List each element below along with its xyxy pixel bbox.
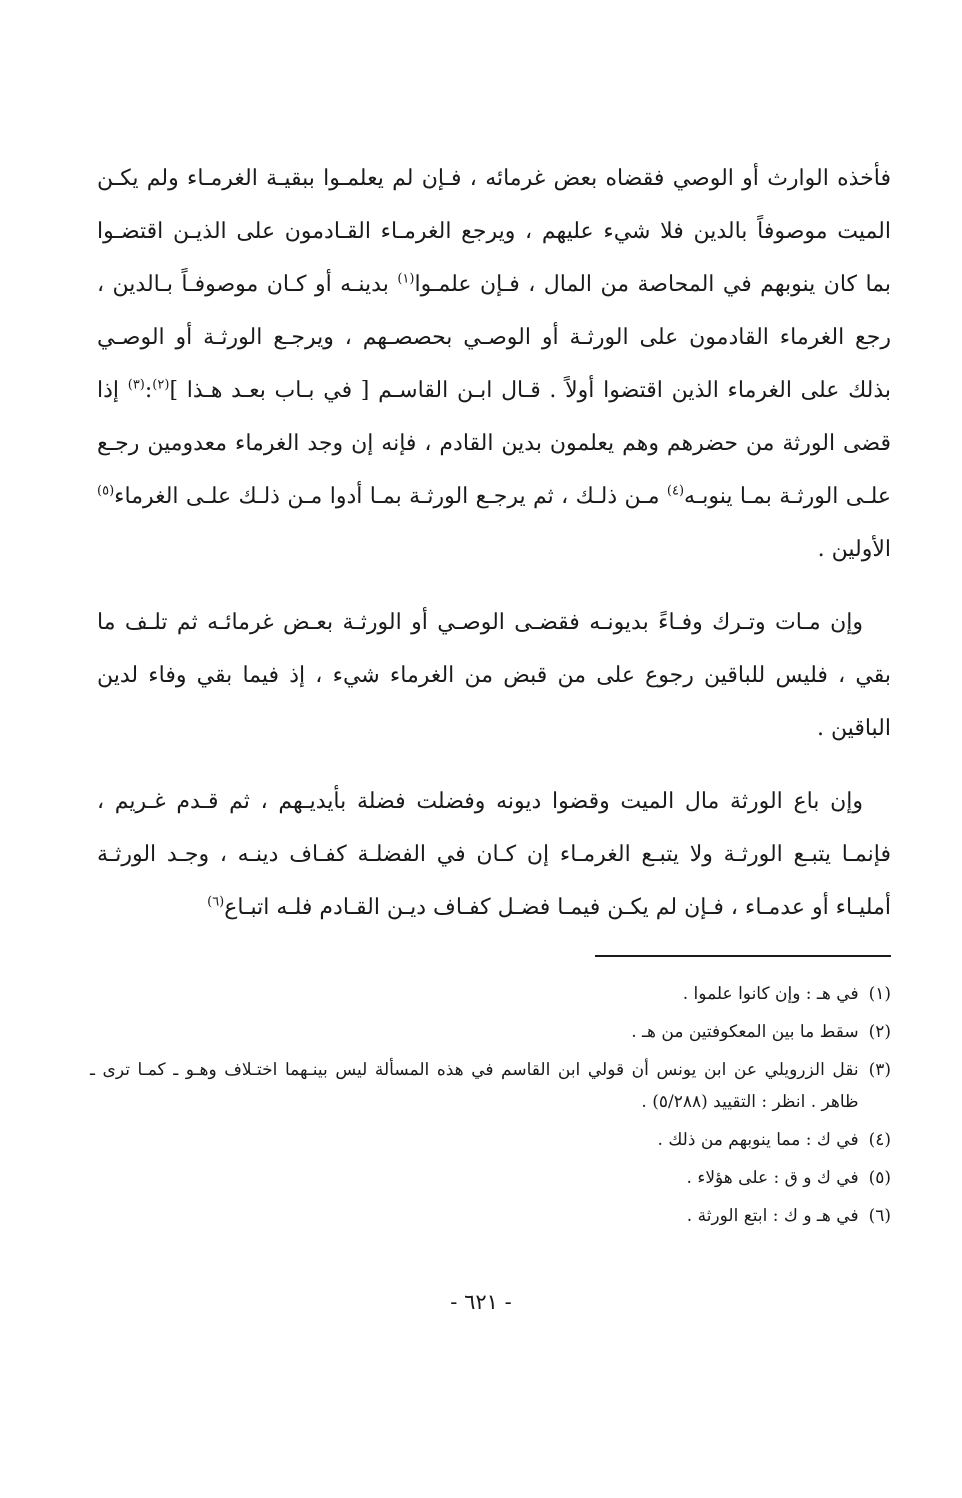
page-number: - ٦٢١ - <box>450 1290 512 1314</box>
footnote-ref-6[interactable]: (٦) <box>207 894 225 910</box>
footnote-text: في هـ و ك : ابتع الورثة . <box>686 1206 859 1226</box>
footnote-ref-1[interactable]: (١) <box>397 271 415 287</box>
footnote-number: (٤) <box>868 1130 891 1150</box>
footnote-1 <box>90 978 891 1010</box>
footnote-5 <box>90 1162 891 1194</box>
paragraph-3 <box>97 775 891 934</box>
footnote-4 <box>90 1124 891 1156</box>
paragraph-2: وإن مـات وتـرك وفـاءً بديونـه فقضـى الوصـي أو الورثـة بعـض غرمائـه ثم تلـف ما بقي ، فليس للباقين رجوع على من قبض من الغرماء شيء ، إذ فيما بقي وفاء لدين الباقين . <box>97 610 891 741</box>
footnote-ref-4[interactable]: (٤) <box>666 483 685 499</box>
footnote-number: (٥) <box>868 1168 891 1188</box>
footnote-separator <box>595 955 891 957</box>
text-run: إذا قضى الورثة من حضرهم وهم يعلمون بدين القادم ، فإنه إن وجد الغرماء معدومين رجـع علـى الورثـة بمـا ينوبـه <box>97 378 891 509</box>
footnote-number: (٦) <box>868 1206 891 1226</box>
text-run: وإن باع الورثة مال الميت وقضوا ديونه وفضلت فضلة بأيديـهم ، ثم قـدم غـريم ، فإنمـا يتبـع الورثـة ولا يتبـع الغرمـاء إن كـان في الفضلـة كفـاف دينـه ، وجـد الورثـة أمليـاء أو عدمـاء ، فـإن لم يكـن فيمـا فضـل كفـاف ديـن القـادم فلـه اتبـاع <box>97 789 891 920</box>
footnote-3 <box>90 1054 891 1118</box>
footnote-text: نقل الزرويلي عن ابن يونس أن قولي ابن القاسم في هذه المسألة ليس بينـهما اختـلاف وهـو ـ كمـا ترى ـ ظاهر . انظر : التقييد (٥/٢٨٨) . <box>90 1060 859 1112</box>
text-run: : <box>144 378 153 403</box>
text-run: مـن ذلـك ، ثم يرجـع الورثـة بمـا أدوا مـن ذلـك علـى الغرماء <box>114 484 667 509</box>
footnote-number: (٢) <box>868 1022 891 1042</box>
text-run: فأخذه الوارث أو الوصي فقضاه بعض غرمائه ، فـإن لم يعلمـوا ببقيـة الغرمـاء ولم يكـن الميت موصوفاً بالدين فلا شيء عليهم ، ويرجع الغرمـاء القـادمون على الذيـن اقتضـوا بما كان ينوبهم في المحاصة من المال ، فـإن علمـوا <box>97 166 892 297</box>
footnote-ref-5[interactable]: (٥) <box>97 483 115 499</box>
footnote-text: في هـ : وإن كانوا علموا . <box>682 984 859 1004</box>
footnote-number: (٣) <box>868 1060 891 1080</box>
main-text <box>97 152 891 934</box>
text-run: بدينـه أو كـان موصوفـاً بـالدين ، رجع الغرماء القادمون على الورثـة أو الوصـي بحصصـهم ، ويرجـع الورثـة أو الوصـي بذلك على الغرماء الذين اقتضوا أولاً . قـال ابـن القاسـم [ في بـاب بعـد هـذا ] <box>97 272 892 403</box>
footnote-ref-3[interactable]: (٣) <box>127 377 145 393</box>
footnote-text: سقط ما بين المعكوفتين من هـ . <box>631 1022 859 1042</box>
footnote-text: في ك و ق : على هؤلاء . <box>686 1168 859 1188</box>
footnote-ref-2[interactable]: (٢) <box>152 377 170 393</box>
footnote-2 <box>90 1016 891 1048</box>
footnote-text: في ك : مما ينوبهم من ذلك . <box>657 1130 859 1150</box>
footnote-number: (١) <box>868 984 891 1004</box>
text-run: الأولين . <box>817 537 891 562</box>
footnotes <box>90 978 891 1238</box>
paragraph-1 <box>97 152 891 576</box>
footnote-6 <box>90 1200 891 1232</box>
